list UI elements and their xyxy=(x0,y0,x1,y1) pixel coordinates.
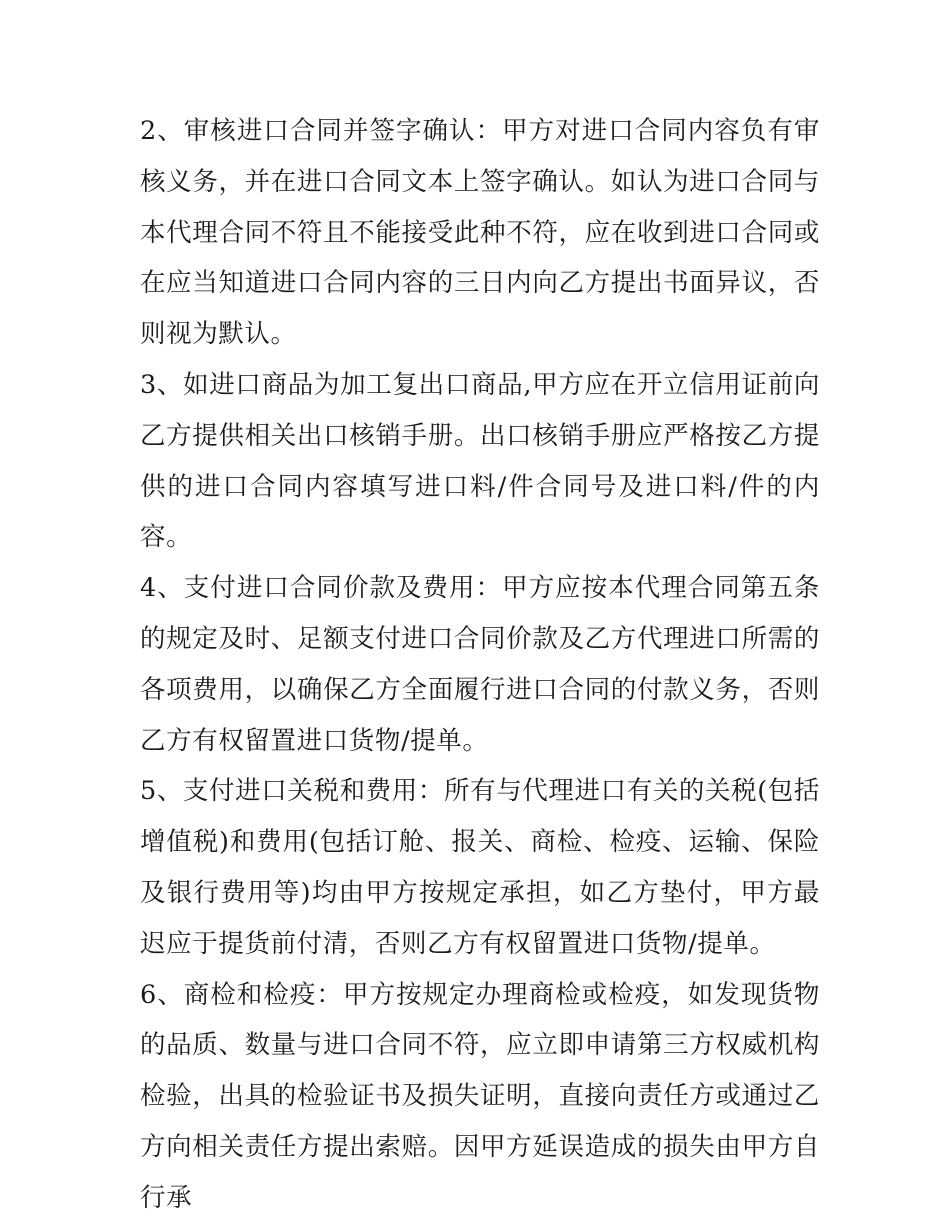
document-body xyxy=(140,106,820,1224)
clause-3-paragraph: 3、如进口商品为加工复出口商品,甲方应在开立信用证前向乙方提供相关出口核销手册。出口核销手册应严格按乙方提供的进口合同内容填写进口料/件合同号及进口料/件的内容。 xyxy=(140,369,820,553)
clause-5-paragraph: 5、支付进口关税和费用：所有与代理进口有关的关税(包括增值税)和费用(包括订舱、报关、商检、检疫、运输、保险及银行费用等)均由甲方按规定承担，如乙方垫付，甲方最迟应于提货前付清，否则乙方有权留置进口货物/提单。 xyxy=(140,776,820,959)
clause-4-paragraph: 4、支付进口合同价款及费用：甲方应按本代理合同第五条的规定及时、足额支付进口合同价款及乙方代理进口所需的各项费用，以确保乙方全面履行进口合同的付款义务，否则乙方有权留置进口货物/提单。 xyxy=(140,573,820,756)
clause-2-paragraph: 2、审核进口合同并签字确认：甲方对进口合同内容负有审核义务，并在进口合同文本上签字确认。如认为进口合同与本代理合同不符且不能接受此种不符，应在收到进口合同或在应当知道进口合同内容的三日内向乙方提出书面异议，否则视为默认。 xyxy=(140,116,820,350)
clause-6-paragraph: 6、商检和检疫：甲方按规定办理商检或检疫，如发现货物的品质、数量与进口合同不符，应立即申请第三方权威机构检验，出具的检验证书及损失证明，直接向责任方或通过乙方向相关责任方提出索赔。因甲方延误造成的损失由甲方自行承 xyxy=(140,979,820,1213)
